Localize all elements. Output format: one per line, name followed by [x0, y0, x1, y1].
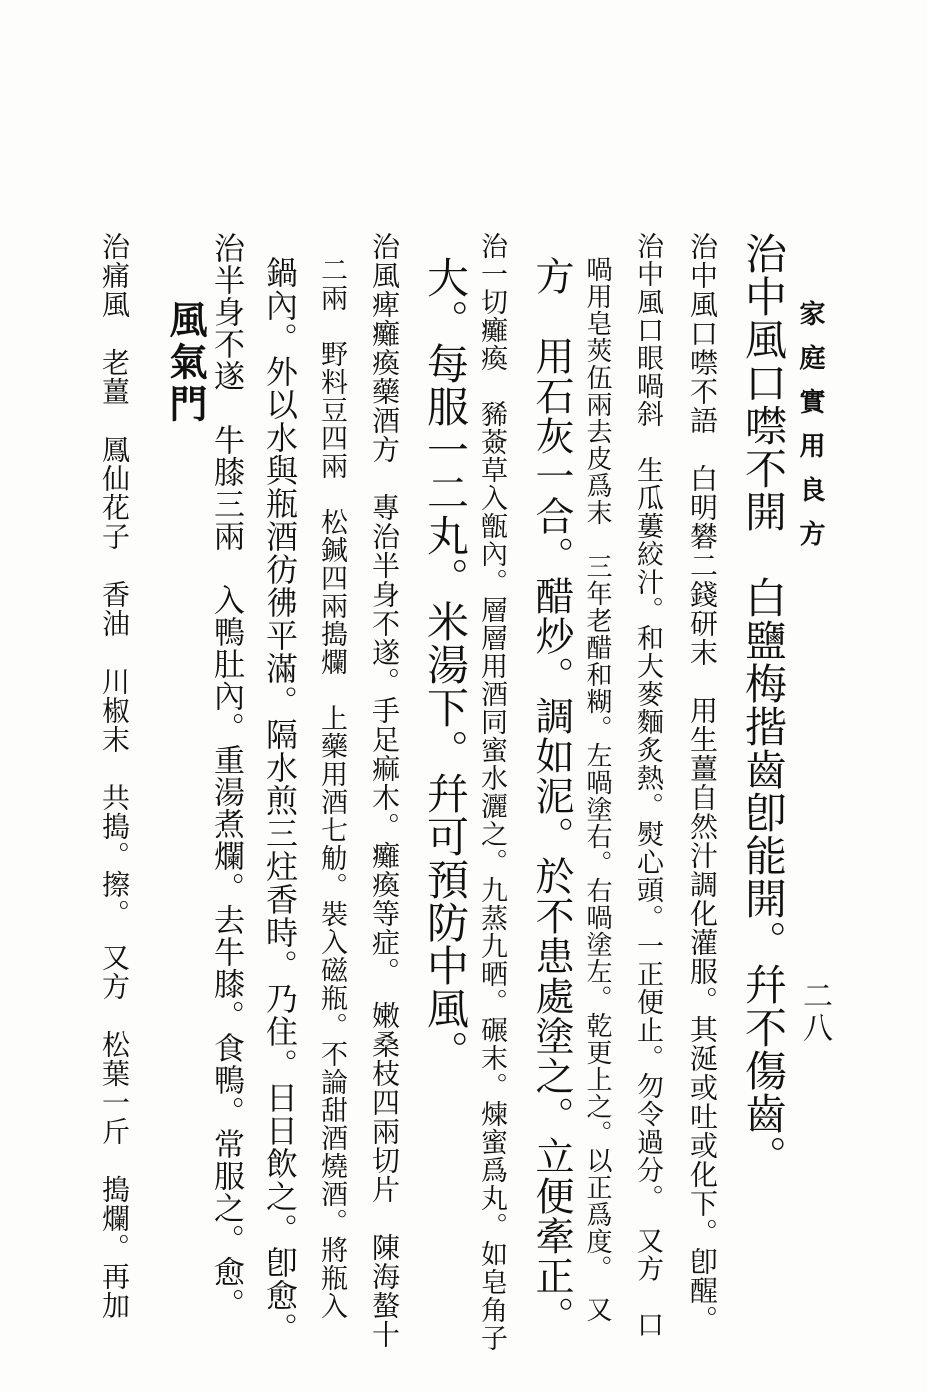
- text-column-5: 方 用石灰一合。醋炒。調如泥。於不患處塗之。立便牽正。: [529, 256, 574, 1336]
- text-column-3: 治中風口眼喎斜 生瓜蔞絞汁。和大麥麵炙熱。熨心頭。一正便止。勿令過分。 又方 口: [632, 232, 663, 1339]
- page-number: 二八: [797, 980, 832, 1044]
- section-heading: 風氣門: [163, 300, 208, 426]
- text-column-10: 鍋內。外以水與瓶酒彷彿平滿。隔水煎三炷香時。乃住。日日飲之。卽愈。: [261, 256, 299, 1345]
- text-column-12: 治痛風 老薑 鳳仙花子 香油 川椒末 共搗。擦。 又方 松葉一斤 搗爛。再加: [98, 232, 131, 1320]
- text-column-7: 大。每服一二丸。米湯下。幷可預防中風。: [421, 256, 470, 1073]
- text-column-4: 喎用皂莢伍兩去皮爲末 三年老醋和糊。左喎塗右。右喎塗左。乾更上之。以正爲度。 又: [582, 256, 612, 1323]
- running-header-title: 家庭實用良方: [795, 300, 825, 564]
- text-column-11: 治半身不遂 牛膝三兩 入鴨肚內。重湯煮爛。去牛膝。食鴨。常服之。愈。: [208, 232, 244, 1320]
- text-column-6: 治一切癱瘓 豨薟草入甑內。層層用酒同蜜水灑之。九蒸九晒。碾末。煉蜜爲丸。如皂角子: [476, 232, 507, 1352]
- text-column-9: 二兩 野料豆四兩 松鍼四兩搗爛 上藥用酒七觔。裝入磁瓶。不論甜酒燒酒。將瓶入: [316, 256, 347, 1320]
- text-column-2: 治中風口噤不語 白明礬二錢研末 用生薑自然汁調化灌服。其涎或吐或化下。卽醒。: [686, 232, 719, 1334]
- text-column-1: 治中風口噤不開 白鹽梅揩齒卽能開。幷不傷齒。: [739, 232, 788, 1178]
- text-column-8: 治風痺癱瘓藥酒方 專治半身不遂。手足痲木。癱瘓等症。 嫩桑枝四兩切片 陳海螯十: [368, 232, 401, 1349]
